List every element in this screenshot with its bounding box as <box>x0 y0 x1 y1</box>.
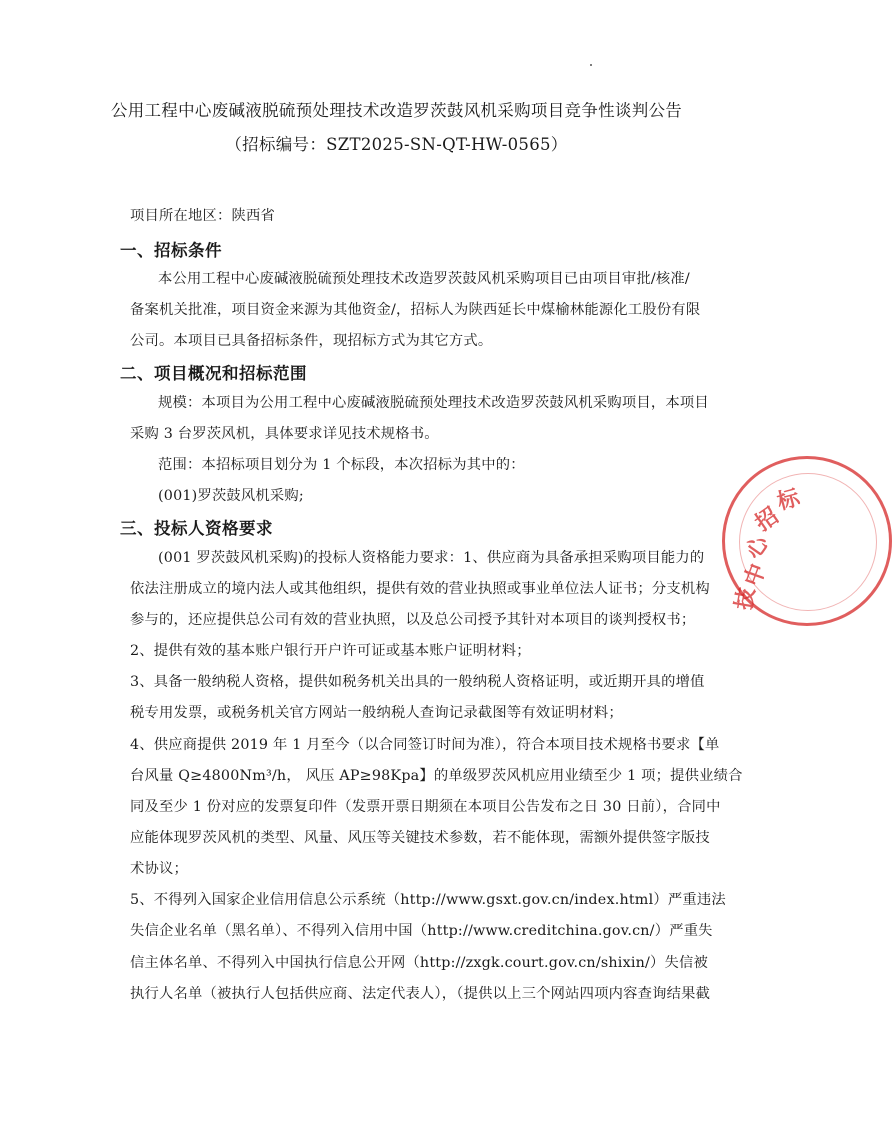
seal-char: 技 <box>731 585 761 612</box>
red-seal-stamp <box>722 456 892 626</box>
paragraph-line: 范围：本招标项目划分为 1 个标段，本次招标为其中的： <box>158 457 525 473</box>
paragraph-line: 信主体名单、不得列入中国执行信息公开网（http://zxgk.court.gov.cn/shixin/）失信被 <box>130 955 709 971</box>
bid-number: （招标编号：SZT2025-SN-QT-HW-0565） <box>225 135 568 154</box>
section-heading-2: 二、项目概况和招标范围 <box>120 364 307 383</box>
paragraph-line: 术协议； <box>130 861 188 877</box>
paragraph-line: (001)罗茨鼓风机采购; <box>158 488 304 504</box>
paragraph-line: 同及至少 1 份对应的发票复印件（发票开票日期须在本项目公告发布之日 30 日前），合同中 <box>130 799 721 815</box>
seal-char: 标 <box>774 485 803 516</box>
paragraph-line: 执行人名单（被执行人包括供应商、法定代表人），（提供以上三个网站四项内容查询结果截 <box>130 986 711 1002</box>
paragraph-line: 依法注册成立的境内法人或其他组织，提供有效的营业执照或事业单位法人证书；分支机构 <box>130 581 710 597</box>
paragraph-line: 税专用发票，或税务机关官方网站一般纳税人查询记录截图等有效证明材料； <box>130 705 623 721</box>
seal-char: 心 <box>741 531 775 564</box>
paragraph-line: 公司。本项目已具备招标条件，现招标方式为其它方式。 <box>130 333 493 349</box>
section-heading-3: 三、投标人资格要求 <box>120 519 273 538</box>
seal-char: 中 <box>740 560 772 590</box>
paragraph-line: 规模：本项目为公用工程中心废碱液脱硫预处理技术改造罗茨鼓风机采购项目，本项目 <box>158 395 709 411</box>
paragraph-line: 本公用工程中心废碱液脱硫预处理技术改造罗茨鼓风机采购项目已由项目审批/核准/ <box>158 271 690 287</box>
paragraph-line: 采购 3 台罗茨风机，具体要求详见技术规格书。 <box>130 426 439 442</box>
paragraph-line: 3、具备一般纳税人资格，提供如税务机关出具的一般纳税人资格证明，或近期开具的增值 <box>130 674 705 690</box>
paragraph-line: 参与的，还应提供总公司有效的营业执照，以及总公司授予其针对本项目的谈判授权书； <box>130 612 696 628</box>
announcement-title: 公用工程中心废碱液脱硫预处理技术改造罗茨鼓风机采购项目竞争性谈判公告 <box>110 101 683 120</box>
paragraph-line: 备案机关批准，项目资金来源为其他资金/，招标人为陕西延长中煤榆林能源化工股份有限 <box>130 302 701 318</box>
section-heading-1: 一、招标条件 <box>120 241 222 260</box>
paragraph-line: 5、不得列入国家企业信用信息公示系统（http://www.gsxt.gov.cn/index.html）严重违法 <box>130 892 726 908</box>
paragraph-line: 台风量 Q≥4800Nm³/h， 风压 AP≥98Kpa】的单级罗茨风机应用业绩至少 1 项；提供业绩合 <box>130 768 743 784</box>
project-region: 项目所在地区：陕西省 <box>130 208 275 224</box>
paragraph-line: 4、供应商提供 2019 年 1 月至今（以合同签订时间为准），符合本项目技术规格书要求【单 <box>130 737 720 753</box>
seal-char: 招 <box>750 503 784 537</box>
paragraph-line: 2、提供有效的基本账户银行开户许可证或基本账户证明材料； <box>130 643 531 659</box>
scan-speck <box>590 64 592 66</box>
paragraph-line: 失信企业名单（黑名单）、不得列入信用中国（http://www.creditchina.gov.cn/）严重失 <box>130 923 713 939</box>
paragraph-line: 应能体现罗茨风机的类型、风量、风压等关键技术参数，若不能体现，需额外提供签字版技 <box>130 830 710 846</box>
paragraph-line: (001 罗茨鼓风机采购)的投标人资格能力要求：1、供应商为具备承担采购项目能力的 <box>158 550 705 566</box>
